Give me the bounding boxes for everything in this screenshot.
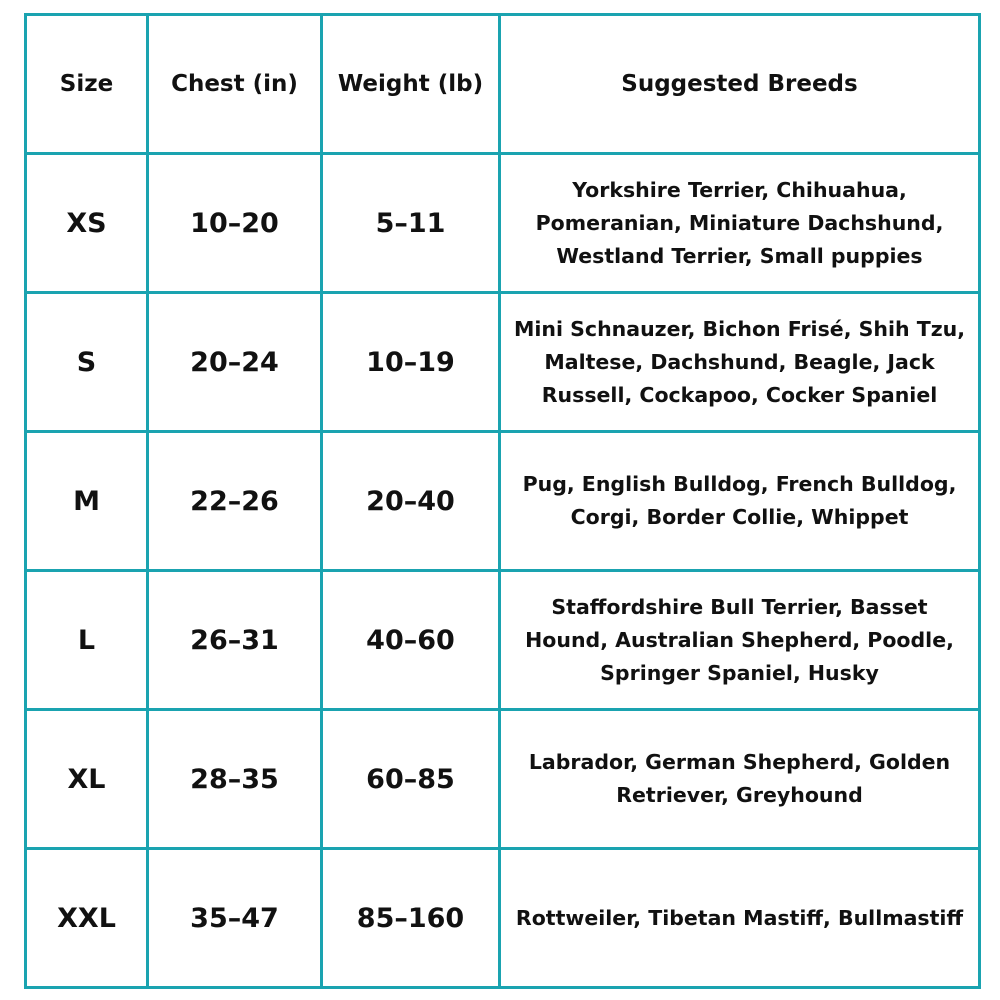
chest-cell: 20–24 (148, 293, 322, 432)
header-weight: Weight (lb) (322, 15, 500, 154)
suggested-breeds-cell (500, 849, 980, 988)
table-row (26, 432, 980, 571)
breed-line: Russell, Cockapoo, Cocker Spaniel (541, 382, 938, 407)
table-row (26, 849, 980, 988)
weight-cell: 40–60 (322, 571, 500, 710)
header-suggested-breeds: Suggested Breeds (500, 15, 980, 154)
breed-line: Westland Terrier, Small puppies (556, 243, 923, 268)
breed-line: Hound, Australian Shepherd, Poodle, (525, 627, 954, 652)
chest-cell: 22–26 (148, 432, 322, 571)
breed-line: Corgi, Border Collie, Whippet (570, 505, 909, 529)
breed-line: Retriever, Greyhound (616, 783, 863, 807)
size-cell: XS (26, 154, 148, 293)
chest-cell: 26–31 (148, 571, 322, 710)
table-row (26, 293, 980, 432)
weight-cell: 85–160 (322, 849, 500, 988)
weight-cell: 20–40 (322, 432, 500, 571)
suggested-breeds-cell (500, 432, 980, 571)
breed-line: Yorkshire Terrier, Chihuahua, (572, 177, 907, 202)
breed-line: Pug, English Bulldog, French Bulldog, (522, 472, 957, 496)
size-cell: L (26, 571, 148, 710)
suggested-breeds-cell (500, 710, 980, 849)
breed-line: Staffordshire Bull Terrier, Basset (551, 594, 928, 619)
breed-line: Rottweiler, Tibetan Mastiff, Bullmastiff (515, 905, 964, 930)
size-cell: XL (26, 710, 148, 849)
header-size: Size (26, 15, 148, 154)
weight-cell: 5–11 (322, 154, 500, 293)
breed-line: Labrador, German Shepherd, Golden (528, 750, 951, 774)
header-row (26, 15, 980, 154)
breed-line: Springer Spaniel, Husky (600, 660, 879, 685)
suggested-breeds-cell (500, 293, 980, 432)
header-chest: Chest (in) (148, 15, 322, 154)
size-cell: M (26, 432, 148, 571)
chest-cell: 10–20 (148, 154, 322, 293)
table-row (26, 154, 980, 293)
table-row (26, 571, 980, 710)
breed-line: Maltese, Dachshund, Beagle, Jack (544, 349, 935, 374)
suggested-breeds-cell (500, 571, 980, 710)
breed-line: Pomeranian, Miniature Dachshund, (535, 210, 944, 235)
breed-line: Mini Schnauzer, Bichon Frisé, Shih Tzu, (513, 316, 966, 341)
weight-cell: 60–85 (322, 710, 500, 849)
size-chart-table (24, 13, 981, 989)
size-cell: S (26, 293, 148, 432)
suggested-breeds-cell (500, 154, 980, 293)
weight-cell: 10–19 (322, 293, 500, 432)
chest-cell: 28–35 (148, 710, 322, 849)
table-row (26, 710, 980, 849)
chest-cell: 35–47 (148, 849, 322, 988)
size-cell: XXL (26, 849, 148, 988)
